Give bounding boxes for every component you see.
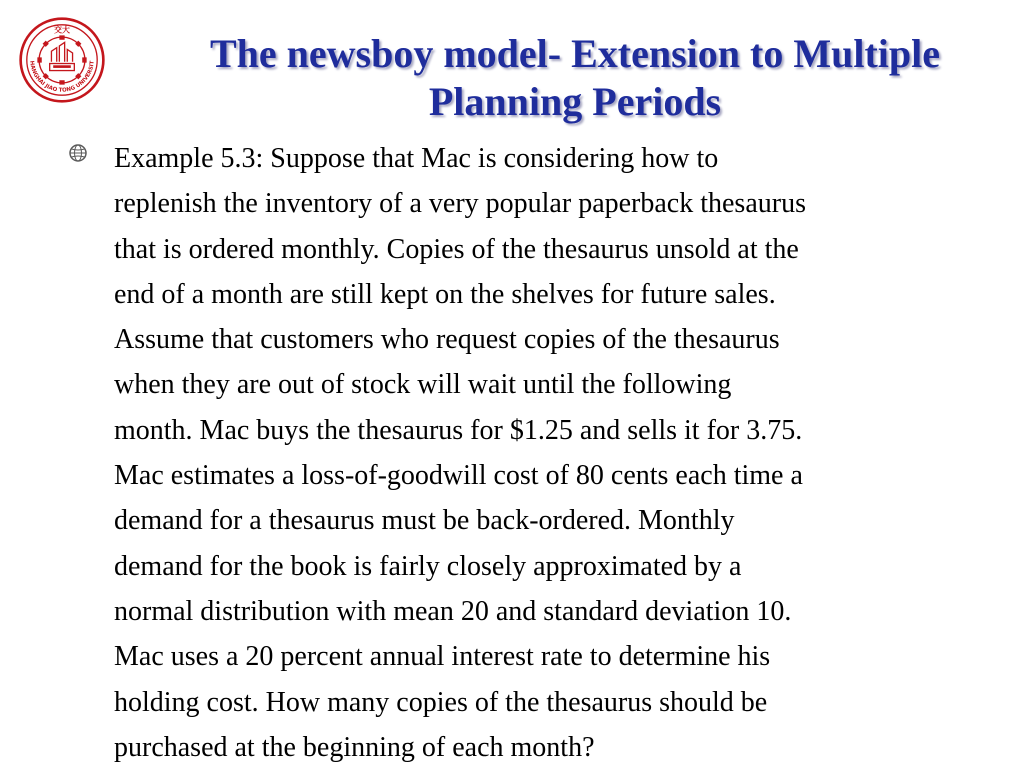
example-paragraph — [114, 136, 974, 768]
slide-title — [150, 30, 1000, 126]
university-seal-icon — [18, 16, 106, 104]
slide-title-line-2: Planning Periods — [428, 79, 722, 124]
paragraph-line: month. Mac buys the thesaurus for $1.25 and sells it for 3.75. — [114, 414, 803, 446]
paragraph-line: when they are out of stock will wait until the following — [114, 369, 732, 401]
paragraph-line: that is ordered monthly. Copies of the thesaurus unsold at the — [114, 233, 799, 265]
paragraph-line: demand for a thesaurus must be back-ordered. Monthly — [114, 505, 735, 537]
paragraph-line: purchased at the beginning of each month? — [114, 731, 595, 763]
paragraph-line: Mac estimates a loss-of-goodwill cost of 80 cents each time a — [114, 460, 803, 492]
globe-bullet-icon — [68, 143, 88, 163]
paragraph-line: end of a month are still kept on the shelves for future sales. — [114, 278, 776, 310]
seal-top-text: 交大 — [54, 25, 70, 35]
paragraph-line: normal distribution with mean 20 and standard deviation 10. — [114, 595, 792, 627]
paragraph-line: demand for the book is fairly closely approximated by a — [114, 550, 742, 582]
seal-ring-text: HANGHAI JIAO TONG UNIVERSIT — [28, 60, 96, 94]
paragraph-line: Assume that customers who request copies of the thesaurus — [114, 324, 780, 356]
paragraph-line: Example 5.3: Suppose that Mac is considering how to — [114, 143, 719, 174]
slide-title-line-1: The newsboy model- Extension to Multiple — [209, 31, 941, 76]
paragraph-line: holding cost. How many copies of the thesaurus should be — [114, 686, 768, 718]
paragraph-line: Mac uses a 20 percent annual interest rate to determine his — [114, 641, 771, 673]
paragraph-line: replenish the inventory of a very popular paperback thesaurus — [114, 188, 806, 220]
